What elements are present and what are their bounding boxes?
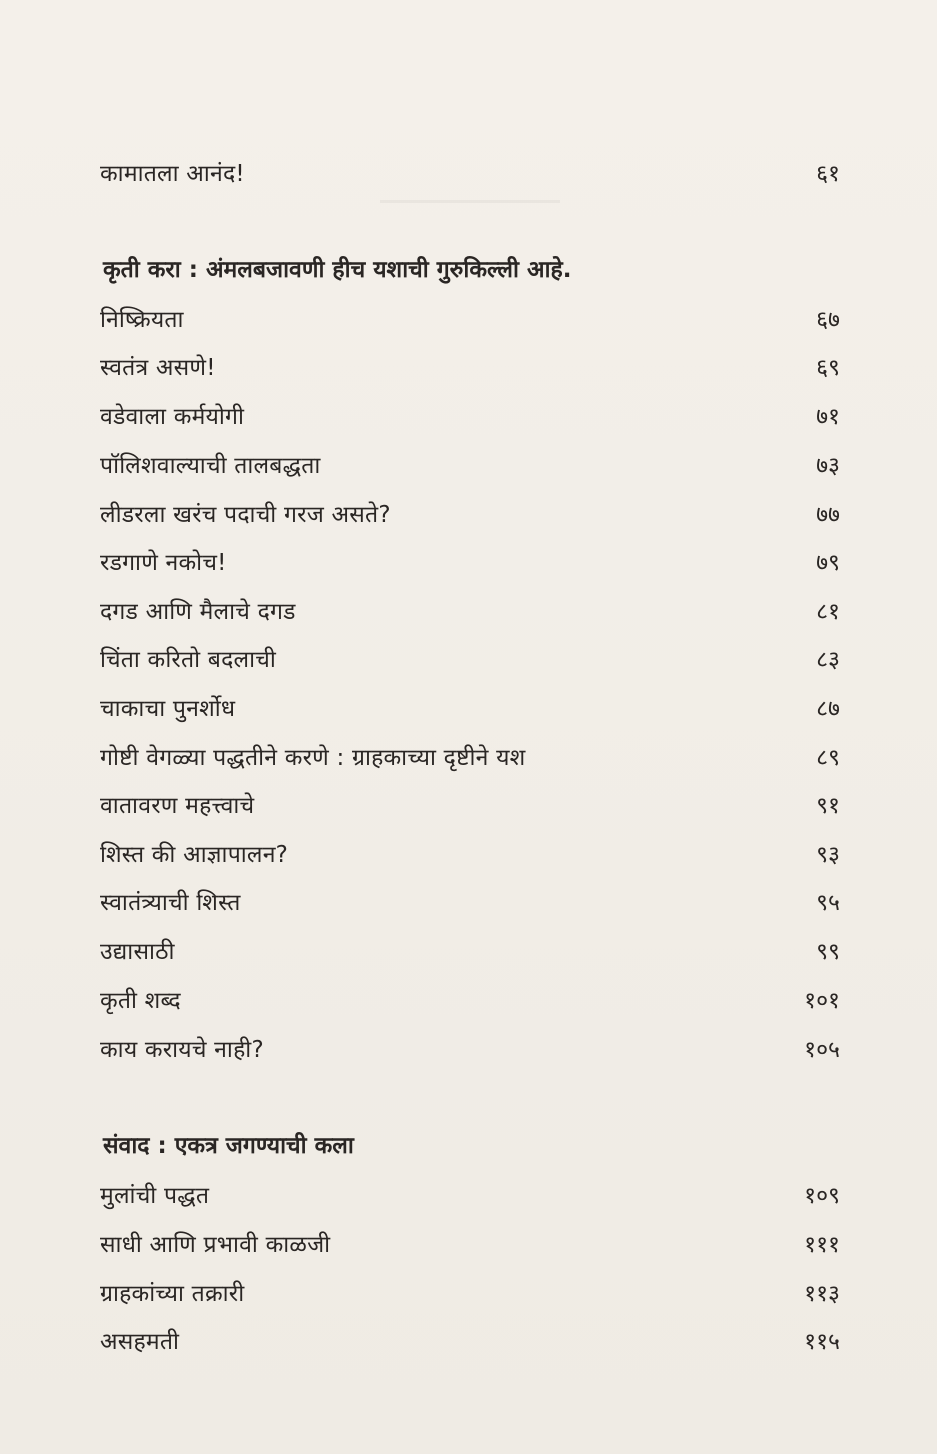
toc-entry <box>100 881 840 921</box>
toc-entry-page: ६१ <box>816 161 840 187</box>
toc-entry-title: कामातला आनंद! <box>100 161 245 187</box>
toc-entry-title: चिंता करितो बदलाची <box>100 647 277 673</box>
toc-entry-page: ११३ <box>804 1281 840 1307</box>
toc-entry-page: ११५ <box>804 1329 840 1355</box>
toc-entry-title: लीडरला खरंच पदाची गरज असते? <box>100 502 391 528</box>
toc-entry-title: स्वतंत्र असणे! <box>100 355 216 381</box>
toc-entry-page: ७९ <box>816 550 840 576</box>
toc-entry-page: ७१ <box>816 404 840 430</box>
toc-entry-title: उद्यासाठी <box>100 939 175 965</box>
toc-entry-title: वातावरण महत्त्वाचे <box>100 793 255 819</box>
toc-entry-page: ७३ <box>816 453 840 479</box>
toc-entry <box>100 152 840 192</box>
toc-entry-title: रडगाणे नकोच! <box>100 550 227 576</box>
toc-entry-title: ग्राहकांच्या तक्रारी <box>100 1281 245 1307</box>
toc-entry-title: शिस्त की आज्ञापालन? <box>100 842 289 868</box>
toc-entry-page: १०५ <box>804 1037 840 1063</box>
toc-entry <box>100 1223 840 1263</box>
toc-entry-page: १०९ <box>804 1183 840 1209</box>
toc-entry <box>100 784 840 824</box>
toc-entry <box>100 687 840 727</box>
toc-entry-page: ७७ <box>816 502 840 528</box>
toc-entry-page: १०१ <box>804 988 840 1014</box>
toc-entry-title: निष्क्रियता <box>100 307 184 333</box>
toc-entry-page: ८३ <box>816 647 840 673</box>
toc-entry-page: ८१ <box>816 599 840 625</box>
toc-entry-title: गोष्टी वेगळ्या पद्धतीने करणे : ग्राहकाच्या दृष्टीने यश <box>100 745 526 771</box>
toc-entry <box>100 1320 840 1360</box>
toc-entry-title: काय करायचे नाही? <box>100 1037 264 1063</box>
toc-entry <box>100 736 840 776</box>
toc-entry-page: ८९ <box>816 745 840 771</box>
toc-entry <box>100 1174 840 1214</box>
toc-entry <box>100 638 840 678</box>
toc-entry <box>100 590 840 630</box>
toc-entry-title: मुलांची पद्धत <box>100 1183 210 1209</box>
section-heading: कृती करा : अंमलबजावणी हीच यशाची गुरुकिल्ली आहे. <box>103 257 572 283</box>
toc-entry-page: ६७ <box>816 307 840 333</box>
toc-entry <box>100 833 840 873</box>
toc-entry-page: ९१ <box>816 793 840 819</box>
toc-entry <box>100 298 840 338</box>
toc-entry <box>100 1272 840 1312</box>
toc-entry-title: स्वातंत्र्याची शिस्त <box>100 890 241 916</box>
toc-entry-title: असहमती <box>100 1329 180 1355</box>
toc-entry <box>100 979 840 1019</box>
toc-entry <box>100 444 840 484</box>
toc-entry-page: ६९ <box>816 355 840 381</box>
toc-entry <box>100 1028 840 1068</box>
toc-entry-page: ९३ <box>816 842 840 868</box>
toc-entry-page: ९५ <box>816 890 840 916</box>
toc-entry-page: ९९ <box>816 939 840 965</box>
toc-entry-title: दगड आणि मैलाचे दगड <box>100 599 296 625</box>
toc-entry <box>100 541 840 581</box>
toc-entry-title: वडेवाला कर्मयोगी <box>100 404 245 430</box>
toc-entry <box>100 395 840 435</box>
toc-entry <box>100 346 840 386</box>
section-heading: संवाद : एकत्र जगण्याची कला <box>103 1133 354 1159</box>
toc-entry-page: १११ <box>804 1232 840 1258</box>
toc-entry <box>100 930 840 970</box>
toc-entry-title: पॉलिशवाल्याची तालबद्धता <box>100 453 321 479</box>
toc-entry-title: चाकाचा पुनर्शोध <box>100 696 236 722</box>
toc-entry-page: ८७ <box>816 696 840 722</box>
toc-entry-title: कृती शब्द <box>100 988 181 1014</box>
toc-entry-title: साधी आणि प्रभावी काळजी <box>100 1232 331 1258</box>
toc-entry <box>100 493 840 533</box>
